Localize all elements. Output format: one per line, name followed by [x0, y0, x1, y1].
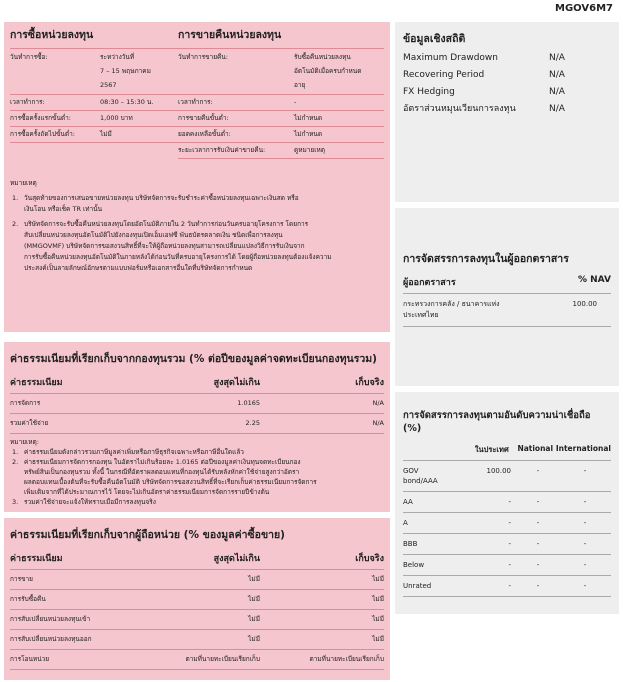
fee-actual: N/A: [372, 399, 384, 407]
min-balance-value: ไม่กำหนด: [294, 130, 323, 138]
buy-day-value-2: 7 – 15 พฤษภาคม: [100, 67, 151, 75]
fund-fees-header: [10, 375, 384, 394]
stat-label: Maximum Drawdown: [403, 53, 498, 63]
issuer-name: กระทรวงการคลัง / ธนาคารแห่ง: [403, 300, 500, 308]
sell-day-value-2: อัตโนมัติเมื่อครบกำหนด: [294, 67, 362, 75]
note-number: 2.: [12, 458, 19, 466]
fee-name: การจัดการ: [10, 399, 41, 407]
rating-title: การจัดสรรการลงทุนตามอันดับความน่าเชื่อถือ (%): [403, 410, 591, 434]
rating-national: -: [536, 467, 540, 475]
fee-actual: N/A: [372, 419, 384, 427]
note-item: [10, 447, 384, 457]
note-number: 2.: [12, 220, 19, 228]
nav-col-header: % NAV: [577, 275, 611, 285]
purchase-table: [10, 30, 384, 170]
fund-fees-section: [4, 342, 390, 512]
rating-national: -: [536, 540, 540, 548]
rating-international: -: [583, 561, 587, 569]
rating-name: Unrated: [403, 582, 432, 590]
fee-actual: ไม่มี: [372, 615, 384, 623]
fee-name: การสับเปลี่ยนหน่วยลงทุนออก: [10, 635, 92, 643]
min-balance-label: ยอดคงเหลือขั้นต่ำ:: [178, 130, 231, 138]
max-col-header: สูงสุดไม่เกิน: [213, 378, 260, 388]
holder-fees-header: [10, 551, 384, 570]
actual-col-header: เก็บจริง: [355, 378, 384, 388]
statistics-section: [395, 22, 619, 202]
stats-title: ข้อมูลเชิงสถิติ: [403, 33, 466, 45]
table-row: [10, 590, 384, 610]
stat-label: อัตราส่วนหมุนเวียนการลงทุน: [403, 104, 516, 114]
note-line: การรับซื้อคืนหน่วยลงทุนอัตโนมัติในภายหลังได้ก่อนวันที่ครบอายุโครงการได้ โดยผู้ถือหน่วยลงทุนต้องแจ้งความ: [24, 253, 332, 261]
table-row: [403, 461, 611, 492]
rating-national: -: [536, 561, 540, 569]
note-line: ผลตอบแทนเบื้องต้นที่จะรับซื้อคืนอัตโนมัติ บริษัทจัดการขอสงวนสิทธิ์ที่จะเรียกเก็บค่าธรรมเนียมการจัดการ: [24, 478, 317, 486]
note-line: ทรัพย์สินเป็นกองทุนรวม ทั้งนี้ ในกรณีที่อัตราผลตอบแทนที่กองทุนได้รับหลังหักค่าใช้จ่ายสูงกว่าอัตรา: [24, 468, 300, 476]
actual-col-header: เก็บจริง: [355, 554, 384, 564]
issuer-name-2: ประเทศไทย: [403, 311, 439, 319]
rating-national: -: [536, 498, 540, 506]
national-col-header: National: [517, 444, 554, 453]
note-item: [10, 497, 384, 507]
note-line: บริษัทจัดการจะรับซื้อคืนหน่วยลงทุนโดยอัตโนมัติภายใน 2 วันทำการก่อนวันครบอายุโครงการ โดยการ: [24, 220, 309, 228]
note-line: วันสุดท้ายของการเสนอขายหน่วยลงทุน บริษัทจัดการจะรับชำระค่าซื้อหน่วยลงทุนเฉพาะเงินสด หรือ: [24, 194, 299, 202]
table-row: [10, 650, 384, 670]
rating-name: AA: [403, 498, 413, 506]
rating-name: Below: [403, 561, 425, 569]
table-row: [10, 394, 384, 414]
fee-name: การโอนหน่วย: [10, 655, 50, 663]
fee-name: การสับเปลี่ยนหน่วยลงทุนเข้า: [10, 615, 91, 623]
stat-value: N/A: [549, 87, 565, 97]
international-col-header: International: [555, 444, 611, 453]
note-line: (MMGOVMF) บริษัทจัดการขอสงวนสิทธิ์ที่จะให้ผู้ถือหน่วยลงทุนสามารถเปลี่ยนแปลงวิธีการรับเงินจาก: [24, 242, 305, 250]
purchase-redemption-section: [4, 22, 390, 332]
rating-domestic: -: [508, 561, 511, 569]
rating-col-header: [403, 444, 460, 456]
buy-time-label: เวลาทำการ:: [10, 98, 45, 106]
rating-national: -: [536, 519, 540, 527]
note-number: 1.: [12, 194, 19, 202]
rating-domestic: -: [508, 540, 511, 548]
min-sell-label: การขายคืนขั้นต่ำ:: [178, 114, 229, 122]
fee-actual: ไม่มี: [372, 635, 384, 643]
stat-row: [403, 70, 611, 81]
holder-fees-section: [4, 518, 390, 680]
stat-value: N/A: [549, 104, 565, 114]
rating-header: [403, 444, 611, 460]
fee-name: รวมค่าใช้จ่าย: [10, 419, 49, 427]
min-first-buy-label: การซื้อครั้งแรกขั้นต่ำ:: [10, 114, 71, 122]
buy-title: การซื้อหน่วยลงทุน: [10, 29, 94, 41]
fee-actual: ไม่มี: [372, 595, 384, 603]
min-next-buy-value: ไม่มี: [100, 130, 112, 138]
rating-domestic: 100.00: [486, 467, 511, 475]
payment-period-label: ระยะเวลาการรับเงินค่าขายคืน:: [178, 146, 266, 154]
rating-international: -: [583, 519, 587, 527]
sell-title: การขายคืนหน่วยลงทุน: [178, 29, 282, 41]
sell-day-value-3: อายุ: [294, 81, 306, 89]
sell-time-label: เวลาทำการ:: [178, 98, 213, 106]
min-next-buy-label: การซื้อครั้งถัดไปขั้นต่ำ:: [10, 130, 75, 138]
note-line: เพิ่มเติมจากที่ได้ประมาณการไว้ โดยจะไม่เกินอัตราค่าธรรมเนียมการจัดการรายปีข้างต้น: [24, 488, 270, 496]
note-item: [10, 193, 384, 215]
notes-title: หมายเหตุ: [10, 179, 37, 187]
table-row: [10, 414, 384, 434]
issuer-allocation-section: [395, 208, 619, 386]
note-number: 1.: [12, 448, 19, 456]
note-line: สับเปลี่ยนหน่วยลงทุนอัตโนมัติไปยังกองทุนเปิดเอ็มเอฟซี พันธบัตรตลาดเงิน ชนิดเพื่อการลงทุน: [24, 231, 283, 239]
table-row: [403, 576, 611, 597]
fee-actual: ตามที่นายทะเบียนเรียกเก็บ: [309, 655, 384, 663]
fee-max: ไม่มี: [248, 575, 260, 583]
fee-max: ไม่มี: [248, 635, 260, 643]
note-number: 3.: [12, 498, 19, 506]
rating-name-2: bond/AAA: [403, 477, 438, 485]
note-item: [10, 457, 384, 497]
fee-name: การขาย: [10, 575, 33, 583]
fee-max: 2.25: [245, 419, 260, 427]
table-row: [403, 555, 611, 576]
rating-name: A: [403, 519, 408, 527]
table-row: [403, 294, 611, 327]
table-row: [10, 610, 384, 630]
fee-actual: ไม่มี: [372, 575, 384, 583]
holder-fees-title: ค่าธรรมเนียมที่เรียกเก็บจากผู้ถือหน่วย (% ของมูลค่าซื้อขาย): [10, 529, 285, 541]
rating-domestic: -: [508, 582, 511, 590]
rating-name: BBB: [403, 540, 418, 548]
note-line: เงินโอน หรือเช็ค TR เท่านั้น: [24, 205, 103, 213]
rating-domestic: -: [508, 498, 511, 506]
purchase-notes: [10, 178, 384, 274]
table-row: [403, 513, 611, 534]
issuer-nav: 100.00: [572, 300, 597, 308]
fee-col-header: ค่าธรรมเนียม: [10, 554, 63, 564]
rating-international: -: [583, 540, 587, 548]
fee-col-header: ค่าธรรมเนียม: [10, 378, 63, 388]
buy-day-value-3: 2567: [100, 81, 117, 89]
table-row: [403, 534, 611, 555]
fee-max: 1.0165: [237, 399, 260, 407]
rating-domestic: -: [508, 519, 511, 527]
issuer-col-header: ผู้ออกตราสาร: [403, 278, 456, 288]
stat-label: FX Hedging: [403, 87, 455, 97]
payment-period-value: ดูหมายเหตุ: [294, 146, 325, 154]
fund-fees-title: ค่าธรรมเนียมที่เรียกเก็บจากกองทุนรวม (% ต่อปีของมูลค่าจดทะเบียนกองทุนรวม): [10, 353, 377, 365]
table-row: [403, 492, 611, 513]
buy-time-value: 08:30 – 15:30 น.: [100, 98, 154, 106]
note-line: ประสงค์เป็นลายลักษณ์อักษรตามแบบฟอร์มหรือเอกสารอื่นใดที่บริษัทจัดการกำหนด: [24, 264, 253, 272]
min-first-buy-value: 1,000 บาท: [100, 114, 133, 122]
stat-label: Recovering Period: [403, 70, 485, 80]
fee-max: ไม่มี: [248, 595, 260, 603]
rating-allocation-section: [395, 392, 619, 614]
note-item: [10, 219, 384, 274]
stat-row: [403, 87, 611, 98]
stat-row: [403, 53, 611, 64]
table-row: [10, 570, 384, 590]
rating-international: -: [583, 498, 587, 506]
max-col-header: สูงสุดไม่เกิน: [213, 554, 260, 564]
stat-row: [403, 104, 611, 115]
buy-day-label: วันทำการซื้อ:: [10, 53, 48, 61]
rating-national: -: [536, 582, 540, 590]
buy-day-value: ระหว่างวันที่: [100, 53, 135, 61]
rating-international: -: [583, 582, 587, 590]
stat-value: N/A: [549, 70, 565, 80]
sell-time-value: -: [294, 98, 297, 106]
sell-day-value: รับซื้อคืนหน่วยลงทุน: [294, 53, 351, 61]
issuer-title: การจัดสรรการลงทุนในผู้ออกตราสาร: [403, 253, 569, 265]
fund-code: MGOV6M7: [555, 3, 613, 14]
note-line: ค่าธรรมเนียมการจัดการกองทุน ในอัตราไม่เกินร้อยละ 1.0165 ต่อปีของมูลค่าเงินทุนจดทะเบียนกอง: [24, 458, 301, 466]
fee-max: ตามที่นายทะเบียนเรียกเก็บ: [185, 655, 260, 663]
stat-value: N/A: [549, 53, 565, 63]
rating-international: -: [583, 467, 587, 475]
note-line: ค่าธรรมเนียมดังกล่าวรวมภาษีมูลค่าเพิ่มหรือภาษีธุรกิจเฉพาะหรือภาษีอื่นใดแล้ว: [24, 448, 244, 456]
table-row: [10, 630, 384, 650]
note-line: รวมค่าใช้จ่ายจะแจ้งให้ทราบเมื่อมีการลงทุนจริง: [24, 498, 156, 506]
fee-name: การรับซื้อคืน: [10, 595, 46, 603]
sell-day-label: วันทำการขายคืน:: [178, 53, 228, 61]
min-sell-value: ไม่กำหนด: [294, 114, 323, 122]
notes-title: หมายเหตุ:: [10, 438, 39, 446]
issuer-header: [403, 275, 611, 294]
fund-fees-notes: [10, 437, 384, 507]
fee-max: ไม่มี: [248, 615, 260, 623]
rating-name: GOV: [403, 467, 419, 475]
domestic-col-header: ในประเทศ: [474, 445, 509, 454]
